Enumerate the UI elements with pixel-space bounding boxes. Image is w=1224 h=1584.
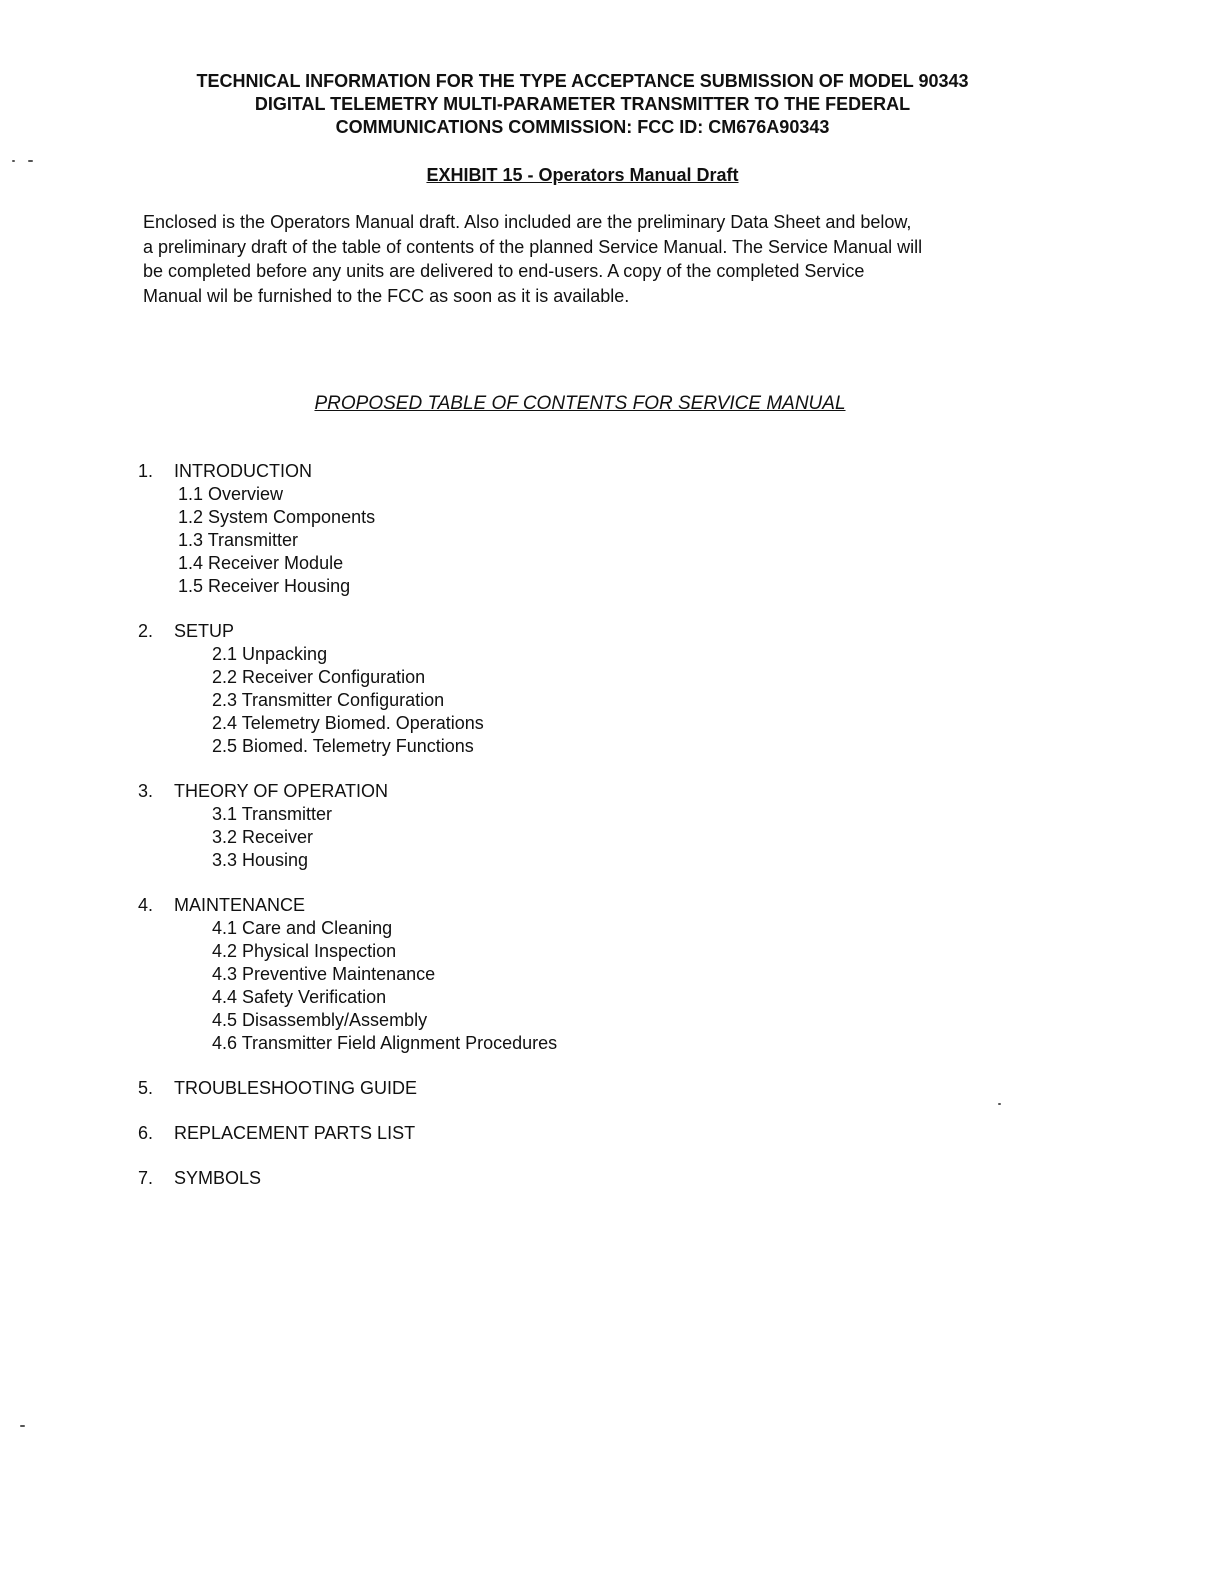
section-number: 2.: [138, 621, 154, 641]
toc-item: 4.1 Care and Cleaning: [212, 918, 393, 938]
toc-section-introduction: [138, 460, 838, 598]
toc-item: 1.5 Receiver Housing: [178, 576, 351, 596]
section-heading: [138, 460, 838, 483]
header-line: DIGITAL TELEMETRY MULTI-PARAMETER TRANSMITTER TO THE FEDERAL: [254, 94, 911, 114]
section-title: THEORY OF OPERATION: [174, 781, 389, 801]
toc-item: 4.3 Preventive Maintenance: [212, 964, 436, 984]
section-heading: [138, 1122, 838, 1145]
toc-item: 1.3 Transmitter: [178, 530, 299, 550]
intro-line: Enclosed is the Operators Manual draft. Also included are the preliminary Data Sheet and below,: [143, 212, 912, 232]
section-number: 1.: [138, 461, 154, 481]
toc-item: 4.5 Disassembly/Assembly: [212, 1010, 428, 1030]
section-heading: [138, 1167, 838, 1190]
exhibit-title: EXHIBIT 15 - Operators Manual Draft: [426, 165, 739, 185]
document-header: [100, 70, 1065, 139]
section-heading: [138, 780, 838, 803]
toc-item: 3.1 Transmitter: [212, 804, 333, 824]
section-number: 6.: [138, 1123, 154, 1143]
section-title: SETUP: [174, 621, 235, 641]
toc-item: 2.1 Unpacking: [212, 644, 328, 664]
toc-section-replacement-parts: [138, 1122, 838, 1145]
toc-section-theory-of-operation: [138, 780, 838, 872]
intro-line: be completed before any units are delivered to end-users. A copy of the completed Service: [143, 261, 865, 281]
scan-speck: [20, 1425, 25, 1427]
toc-item: 3.2 Receiver: [212, 827, 314, 847]
header-line: TECHNICAL INFORMATION FOR THE TYPE ACCEPTANCE SUBMISSION OF MODEL 90343: [196, 71, 969, 91]
section-number: 5.: [138, 1078, 154, 1098]
section-number: 7.: [138, 1168, 154, 1188]
intro-line: a preliminary draft of the table of contents of the planned Service Manual. The Service Manual will: [143, 236, 923, 257]
section-heading: [138, 894, 838, 917]
section-title: REPLACEMENT PARTS LIST: [174, 1123, 416, 1143]
toc-item: 1.2 System Components: [178, 507, 376, 527]
toc-section-setup: [138, 620, 838, 758]
toc-item: 1.4 Receiver Module: [178, 553, 344, 573]
toc-item: 1.1 Overview: [178, 484, 284, 504]
toc-item: 4.6 Transmitter Field Alignment Procedures: [212, 1033, 558, 1053]
section-title: INTRODUCTION: [174, 461, 312, 481]
toc-item: 4.2 Physical Inspection: [212, 941, 397, 961]
header-line: COMMUNICATIONS COMMISSION: FCC ID: CM676A90343: [335, 117, 830, 137]
toc-section-maintenance: [138, 894, 838, 1055]
section-heading: [138, 620, 838, 643]
section-title: MAINTENANCE: [174, 895, 306, 915]
section-heading: [138, 1077, 838, 1100]
scan-speck: [12, 160, 15, 162]
toc-title: PROPOSED TABLE OF CONTENTS FOR SERVICE MANUAL: [314, 393, 846, 414]
section-number: 4.: [138, 895, 154, 915]
toc-item: 2.4 Telemetry Biomed. Operations: [212, 713, 484, 733]
intro-line: Manual wil be furnished to the FCC as soon as it is available.: [143, 285, 630, 306]
table-of-contents: [138, 460, 838, 1190]
toc-section-troubleshooting: [138, 1077, 838, 1100]
intro-paragraph: [143, 210, 1043, 308]
toc-item: 2.3 Transmitter Configuration: [212, 690, 445, 710]
toc-item: 2.5 Biomed. Telemetry Functions: [212, 736, 474, 756]
toc-section-symbols: [138, 1167, 838, 1190]
scan-speck: [998, 1103, 1001, 1105]
toc-item: 3.3 Housing: [212, 850, 309, 870]
section-title: SYMBOLS: [174, 1168, 262, 1188]
scan-speck: [28, 160, 33, 162]
toc-item: 4.4 Safety Verification: [212, 987, 387, 1007]
toc-item: 2.2 Receiver Configuration: [212, 667, 426, 687]
section-number: 3.: [138, 781, 154, 801]
section-title: TROUBLESHOOTING GUIDE: [174, 1078, 418, 1098]
